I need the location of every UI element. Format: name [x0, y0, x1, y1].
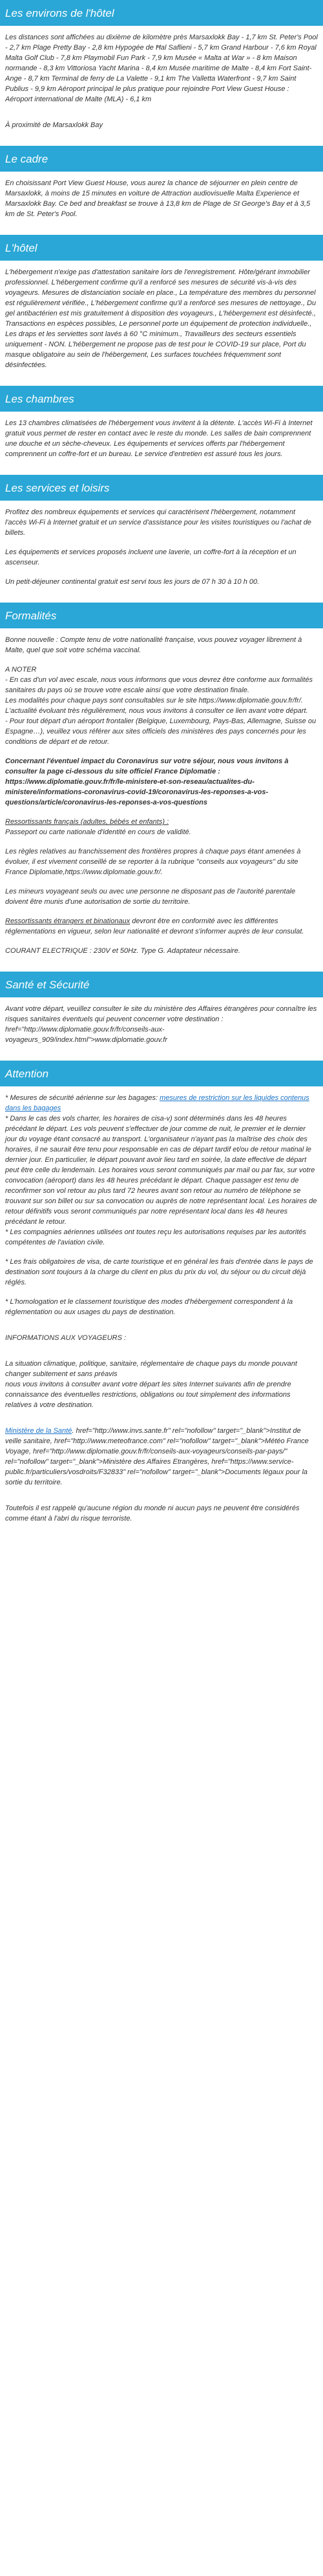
attention-classification: * L'homologation et le classement touristique des modes d'hébergement correspondent à la réglementation ou aux usages du pays de destination. [5, 1298, 293, 1316]
formalites-nationals-docs: Passeport ou carte nationale d'identité en cours de validité. [5, 828, 191, 836]
section-cadre [0, 175, 323, 235]
chambres-text: Les 13 chambres climatisées de l'hébergement vous invitent à la détente. L'accès Wi-Fi à Internet gratuit vous permet de rester en contact avec le reste du monde. Les salles de bain comprennent une douche et un sèche-cheveux. Les équipements et services offerts par l'hébergement comprennent un coffre-fort et un bureau. Le service d'entretien est assuré tous les jours. [5, 419, 313, 458]
formalites-electricity: COURANT ELECTRIQUE : 230V et 50Hz. Type G. Adaptateur nécessaire. [5, 947, 240, 955]
services-text-1: Profitez des nombreux équipements et services qui caractérisent l'hébergement, notamment l'accès Wi-Fi à Internet gratuit et un service d'assistance pour les visites touristiques ou l'achat de billets. [5, 508, 311, 537]
section-title-services: Les services et loisirs [0, 475, 323, 501]
section-hotel [0, 265, 323, 386]
liquids-restriction-link[interactable]: mesures de restriction sur les liquides contenus dans les bagages [5, 1094, 309, 1112]
attention-visa-fees: * Les frais obligatoires de visa, de carte touristique et en général les frais d'entrée dans le pays de destination sont toujours à la charge du client en plus du prix du vol, du séjour ou du circuit déjà réglés. [5, 1258, 313, 1286]
attention-charter: * Dans le cas des vols charter, les horaires de cisa-v) sont déterminés dans les 48 heures précédant le départ. Les vols peuvent s'effectuer de jour comme de nuit, le premier et le dernier jour du voyage étant consacré au transport. L'organisateur n'ayant pas la maîtrise des choix des horaires, il ne saurait être tenu pour responsable en cas de départ tardif et/ou de retour matinal le dernier jour. En particulier, le départ pouvant avoir lieu tard en soirée, la date effective de départ peut être celle du lendemain. Les horaires vous seront communiqués par mail ou par fax, sur votre convocation (aéroport) dans les 48 heures précédant le départ. Chaque passager est tenu de reconfirmer son vol retour au plus tard 72 heures avant son retour au numéro de téléphone se trouvant sur son billet ou sur sa convocation ou auprès de notre représentant local. Les horaires de retour définitifs vous seront communiqués par notre représentant local dans les 48 heures précédant le retour. * Les compagnies aériennes utilisées ont toutes reçu les autorisations requises par les autorités compétentes de l'aviation civile. [5, 1115, 317, 1246]
section-environs [0, 30, 323, 146]
attention-terrorism: Toutefois il est rappelé qu'aucune région du monde ni aucun pays ne peuvent être considérés comme étant à l'abri du risque terroriste. [5, 1504, 300, 1523]
section-services [0, 504, 323, 603]
attention-links-text: . href="http://www.invs.sante.fr" rel="nofollow" target="_blank">Institut de veille sanitaire, href="http://www.meteofrance.com" rel="nofollow" target="_blank">Météo France Voyage, href="http://www.diplomatie.gouv.fr/fr/conseils-aux-voyageurs/conseils-par-pays/" rel="nofollow" target="_blank">Ministère des Affaires Etrangères, href="https://www.service-public.fr/particuliers/vosdroits/F32833" rel="nofollow" target="_blank">Documents légaux pour la sortie du territoire. [5, 1427, 309, 1486]
attention-baggage [5, 1093, 318, 1113]
section-formalites [0, 632, 323, 972]
formalites-coronavirus: Concernant l'éventuel impact du Coronavirus sur votre séjour, nous vous invitons à consulter la page ci-dessous du site officiel France Diplomatie : https://www.diplomatie.gouv.fr/fr/le-ministere-et-son-reseau/actualites-du-ministere/informations-coronavirus-covid-19/coronavirus-les-reponses-a-vos-questions/article/coronavirus-les-reponses-a-vos-questions [5, 757, 289, 806]
section-chambres [0, 415, 323, 475]
environs-distances: Les distances sont affichées au dixième de kilomètre près Marsaxlokk Bay - 1,7 km St. Peter's Pool - 2,7 km Plage Pretty Bay - 2,8 km Hypogée de Ħal Saflieni - 5,7 km Grand Harbour - 7,6 km Royal Malta Golf Club - 7,8 km Playmobil Fun Park - 7,9 km Musée « Malta at War » - 8 km Maison normande - 8,3 km Vittoriosa Yacht Marina - 8,4 km Musée maritime de Malte - 8,4 km Fort Saint-Ange - 8,7 km Terminal de ferry de La Valette - 9,1 km The Valletta Waterfront - 9,7 km Saint Publius - 9,9 km Aéroport principal le plus pratique pour rejoindre Port View Guest House : Aéroport international de Malte (MLA) - 6,1 km [5, 34, 318, 103]
formalites-rules: Les règles relatives au franchissement des frontières propres à chaque pays étant amenées à évoluer, il est vivement conseillé de se reporter à la rubrique "conseils aux voyageurs" du site France Diplomatie,https://www.diplomatie.gouv.fr/. [5, 848, 301, 876]
section-title-environs: Les environs de l'hôtel [0, 0, 323, 26]
section-title-chambres: Les chambres [0, 386, 323, 412]
attention-info-text: La situation climatique, politique, sanitaire, réglementaire de chaque pays du monde pouvant changer subitement et sans préavis nous vous invitons à consulter avant votre départ les sites Internet suivants afin de prendre connaissance des éventuelles restrictions, obligations ou tout simplement des informations relatives à votre destination. [5, 1360, 297, 1409]
section-title-hotel: L'hôtel [0, 235, 323, 261]
environs-proximity: À proximité de Marsaxlokk Bay [5, 121, 103, 129]
formalites-minors: Les mineurs voyageant seuls ou avec une personne ne disposant pas de l'autorité parentale doivent être munis d'une autorisation de sortie du territoire. [5, 888, 296, 906]
section-attention [0, 1090, 323, 1539]
services-text-3: Un petit-déjeuner continental gratuit est servi tous les jours de 07 h 30 à 10 h 00. [5, 578, 260, 586]
formalites-foreigners-text: devront être en conformité avec les différentes réglementations en vigueur, selon leur nationalité et devront s'informer auprès de leur consulat. [5, 917, 304, 935]
cadre-text: En choisissant Port View Guest House, vous aurez la chance de séjourner en plein centre de Marsaxlokk, à moins de 15 minutes en voiture de Attraction audiovisuelle Malta Experience et Marsaxlokk Bay. Ce bed and breakfast se trouve à 13,8 km de Plage de St George's Bay et à 3,5 km de St. Peter's Pool. [5, 179, 311, 218]
attention-baggage-label: * Mesures de sécurité aérienne sur les bagages: [5, 1094, 160, 1102]
attention-info-heading: INFORMATIONS AUX VOYAGEURS : [5, 1334, 127, 1342]
formalites-foreigners-heading: Ressortissants étrangers et binationaux [5, 917, 130, 925]
section-sante [0, 1001, 323, 1061]
sante-text: Avant votre départ, veuillez consulter le site du ministère des Affaires étrangères pour connaître les risques sanitaires éventuels qui peuvent concerner votre destination : href="http://www.diplomatie.gouv.fr/fr/conseils-aux-voyageurs_909/index.html">www.diplomatie.gouv.fr [5, 1005, 317, 1044]
section-title-attention: Attention [0, 1061, 323, 1086]
section-title-cadre: Le cadre [0, 146, 323, 172]
formalites-nationals-heading: Ressortissants français (adultes, bébés et enfants) : [5, 818, 169, 826]
hotel-text: L'hébergement n'exige pas d'attestation sanitaire lors de l'enregistrement. Hôte/gérant immobilier professionnel. L'hébergement confirme qu'il a renforcé ses mesures de sécurité vis-à-vis des voyageurs. Mesures de distanciation sociale en place., La température des membres du personnel est régulièrement vérifiée., L'hébergement confirme qu'il a renforcé ses mesures de nettoyage., Du gel antibactérien est mis gratuitement à disposition des voyageurs., L'hébergement est désinfecté., Transactions en espèces possibles, Le personnel porte un équipement de protection individuelle., Les draps et les serviettes sont lavés à 60 °C minimum., Travailleurs des secteurs essentiels uniquement - NON. L'hébergement ne propose pas de test pour le COVID-19 sur place, Port du masque obligatoire au sein de l'hébergement, Les surfaces touchées fréquemment sont désinfectées. [5, 268, 317, 369]
health-ministry-link[interactable]: Ministère de la Santé [5, 1427, 72, 1435]
attention-links [5, 1426, 318, 1488]
section-title-sante: Santé et Sécurité [0, 972, 323, 997]
formalites-foreigners [5, 916, 318, 937]
formalites-note: A NOTER - En cas d'un vol avec escale, nous vous informons que vous devrez être conforme aux formalités sanitaires du pays où se trouve votre escale ainsi que votre destination finale. Les modalités pour chaque pays sont consultables sur le site https://www.diplomatie.gouv.fr/fr/. L'actualité évoluant très régulièrement, nous vous invitons à consulter ce lien avant votre départ. - Pour tout départ d'un aéroport frontalier (Belgique, Luxembourg, Pays-Bas, Allemagne, Suisse ou Espagne…), veuillez vous référer aux sites officiels des ministères des pays concernés pour les conditions de départ et de retour. [5, 666, 317, 746]
section-title-formalites: Formalités [0, 603, 323, 628]
formalites-good-news: Bonne nouvelle : Compte tenu de votre nationalité française, vous pouvez voyager librement à Malte, quel que soit votre schéma vaccinal. [5, 636, 302, 654]
services-text-2: Les équipements et services proposés incluent une laverie, un coffre-fort à la réception et un ascenseur. [5, 548, 297, 566]
